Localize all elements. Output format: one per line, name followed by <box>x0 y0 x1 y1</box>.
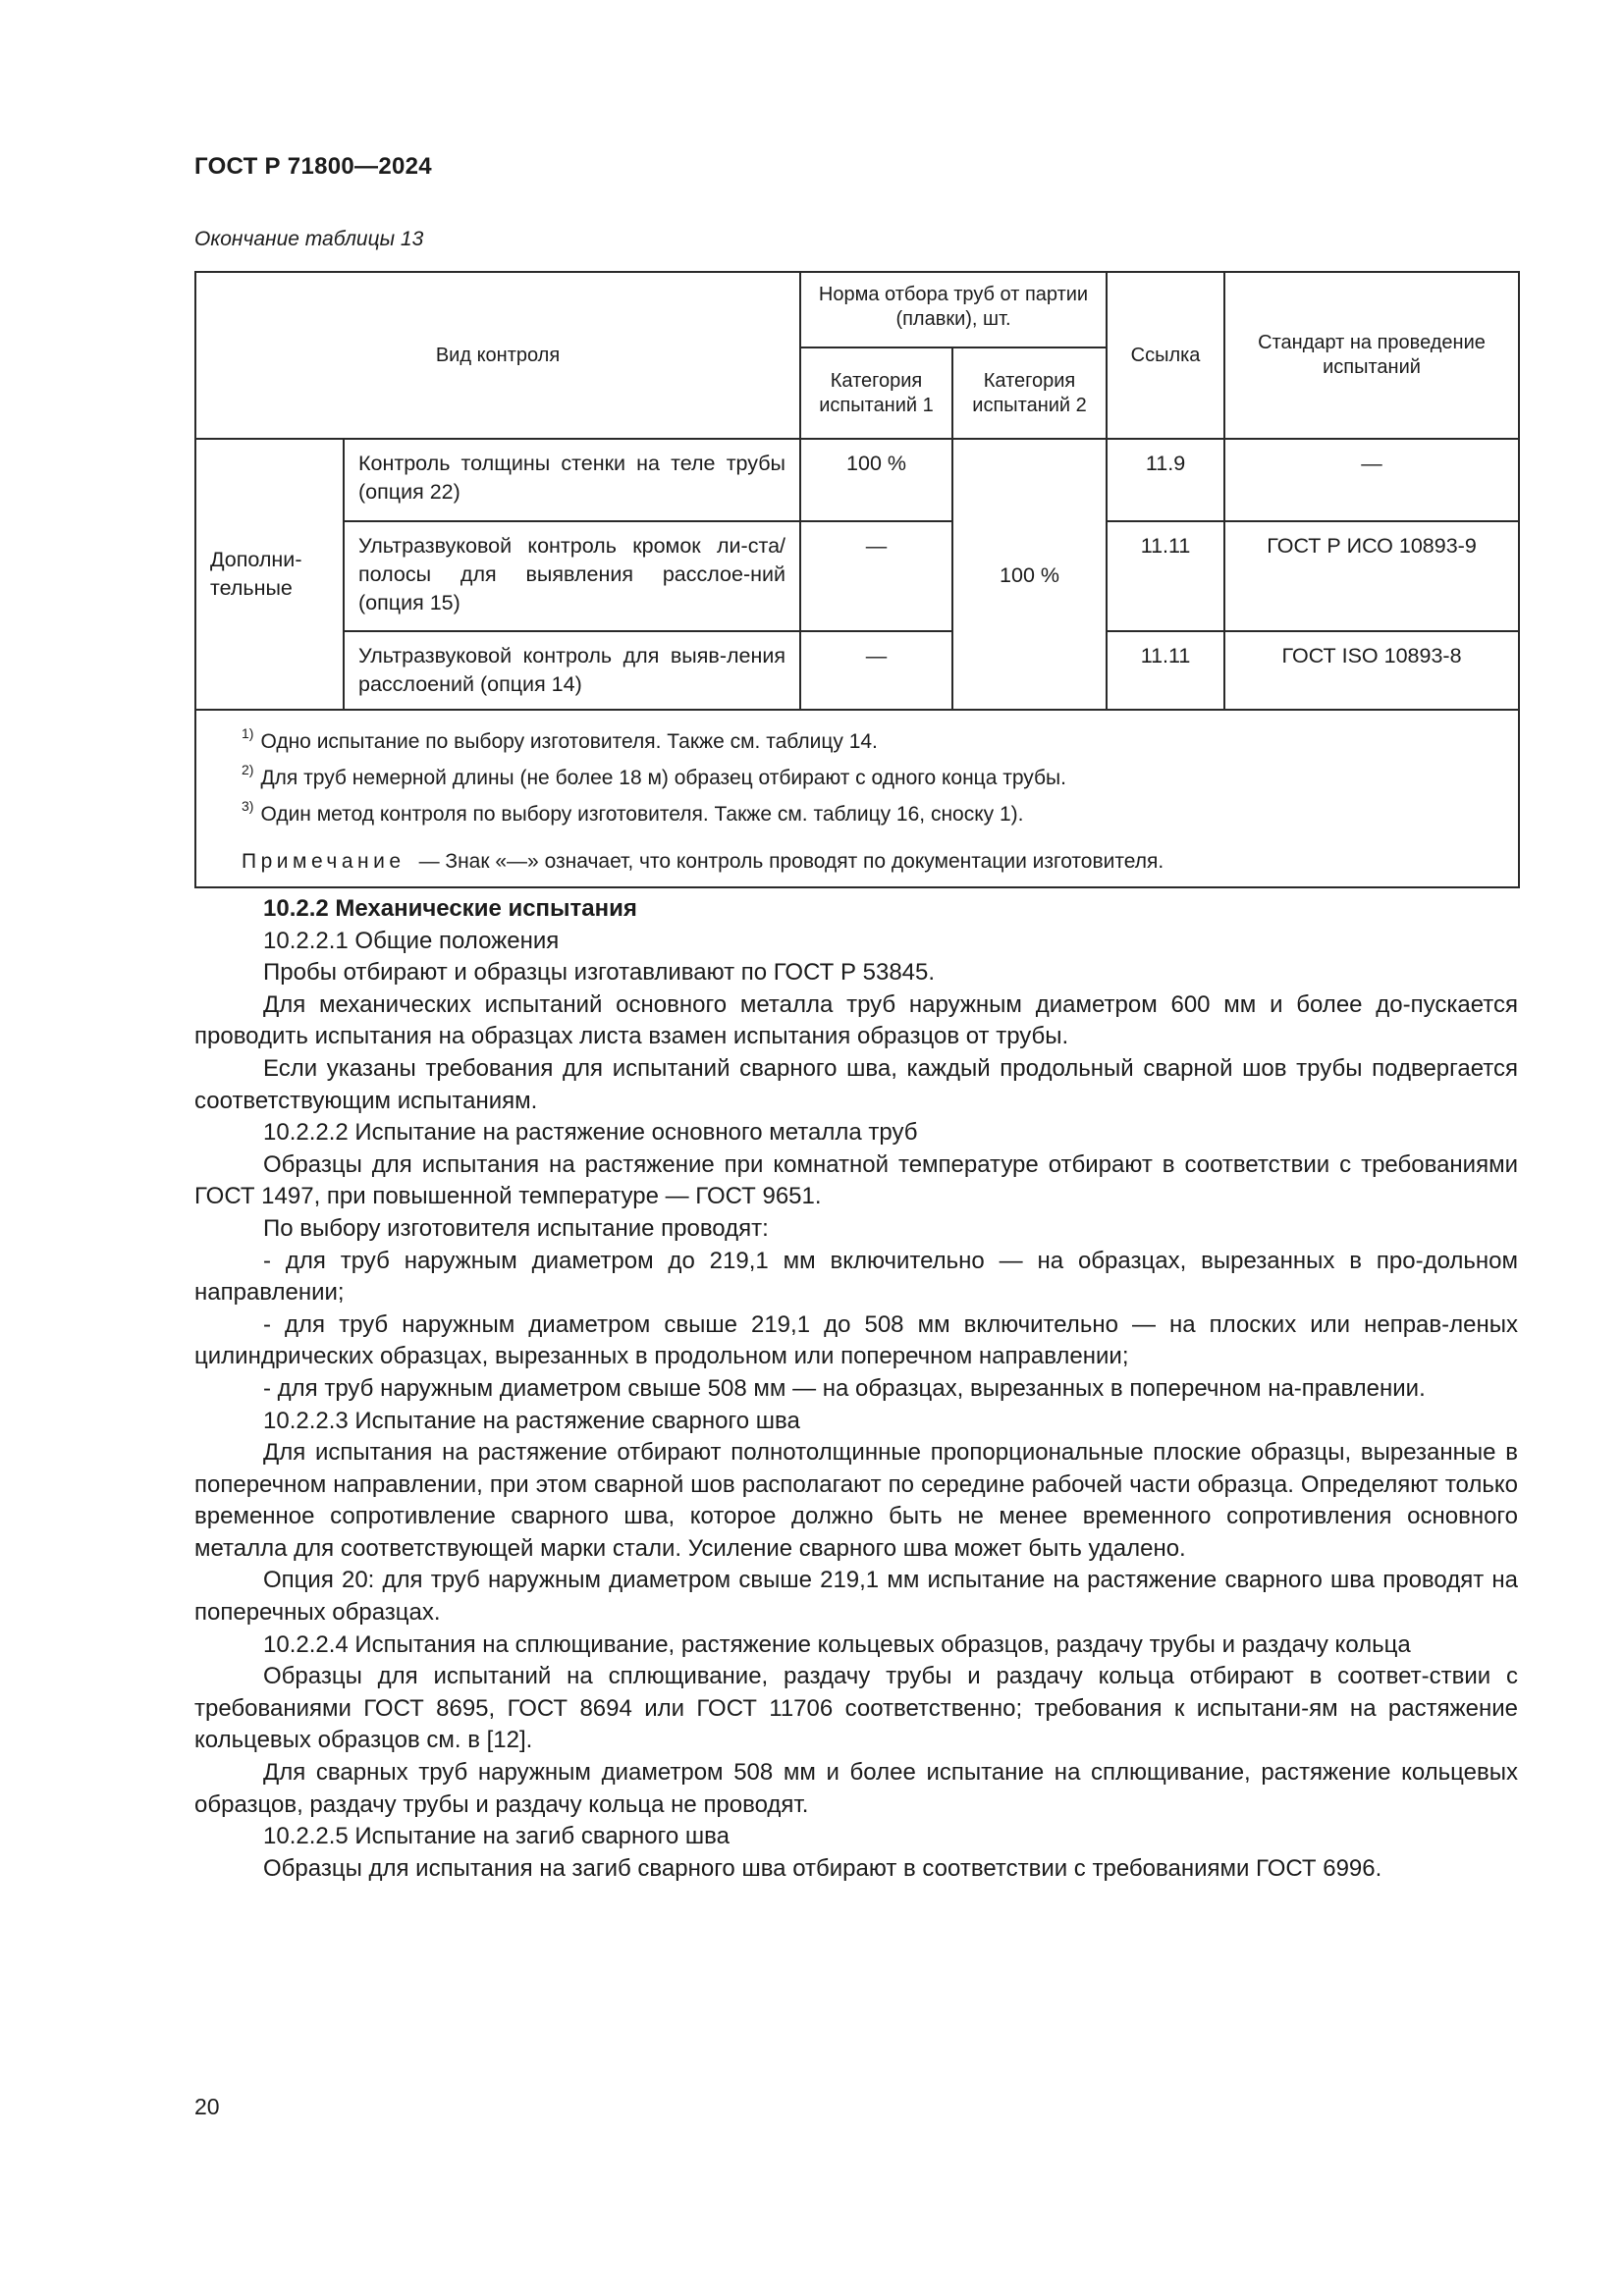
merged-cat2: 100 % <box>952 439 1107 710</box>
subsection-heading: 10.2.2.3 Испытание на растяжение сварного шва <box>263 1407 800 1434</box>
header-norm: Норма отбора труб от партии (плавки), шт. <box>800 272 1107 347</box>
document-header: ГОСТ Р 71800—2024 <box>194 153 432 180</box>
row-cat1: — <box>800 631 952 710</box>
header-cat1: Категория испытаний 1 <box>800 347 952 439</box>
row-cat1: — <box>800 521 952 631</box>
section-heading: 10.2.2 Механические испытания <box>263 895 637 922</box>
footnote: $^{3)}$ Один метод контроля по выбору изготовителя. Также см. таблицу 16, сноску 1). <box>242 798 1024 826</box>
subsection-heading: 10.2.2.4 Испытания на сплющивание, растяжение кольцевых образцов, раздачу трубы и раздачу кольца <box>263 1630 1411 1658</box>
row-standard: — <box>1224 439 1519 521</box>
page-number: 20 <box>194 2094 220 2119</box>
header-standard: Стандарт на проведение испытаний <box>1224 272 1519 439</box>
paragraph: Образцы для испытания на загиб сварного шва отбирают в соответствии с требованиями ГОСТ 6996. <box>263 1854 1382 1882</box>
row-ref: 11.11 <box>1107 521 1224 631</box>
row-standard: ГОСТ Р ИСО 10893-9 <box>1224 521 1519 631</box>
row-standard: ГОСТ ISO 10893-8 <box>1224 631 1519 710</box>
paragraph: Образцы для испытания на растяжение при комнатной температуре отбирают в соответствии с требованиями ГОСТ 1497, при повышенной температуре — ГОСТ 9651. <box>194 1150 1518 1210</box>
table-note <box>242 846 1504 877</box>
footnote: $^{2)}$ Для труб немерной длины (не более 18 м) образец отбирают с одного конца трубы. <box>242 762 1066 789</box>
group-label: Дополни-тельные <box>195 439 344 710</box>
header-kind: Вид контроля <box>195 272 800 439</box>
table-row <box>195 439 1519 521</box>
list-item: - для труб наружным диаметром свыше 508 мм — на образцах, вырезанных в поперечном на-правлении. <box>263 1374 1426 1402</box>
note-label: Примечание <box>242 850 406 873</box>
row-kind: Ультразвуковой контроль кромок ли-ста/полосы для выявления расслое-ний (опция 15) <box>344 521 800 631</box>
subsection-heading: 10.2.2.1 Общие положения <box>263 927 560 954</box>
row-ref: 11.11 <box>1107 631 1224 710</box>
paragraph: По выбору изготовителя испытание проводят: <box>263 1214 769 1242</box>
paragraph: Для испытания на растяжение отбирают полнотолщинные пропорциональные плоские образцы, вырезанные в поперечном направлении, при этом сварной шов располагают по середине рабочей части образца. Определяют только временное сопротивление сварного шва, которое должно быть не менее временного сопротивления основного металла для соответствующей марки стали. Усиление сварного шва может быть удалено. <box>194 1439 1518 1562</box>
row-ref: 11.9 <box>1107 439 1224 521</box>
row-kind: Контроль толщины стенки на теле трубы (опция 22) <box>344 439 800 521</box>
paragraph: Опция 20: для труб наружным диаметром свыше 219,1 мм испытание на растяжение сварного шва проводят на поперечных образцах. <box>194 1567 1518 1627</box>
inspection-table <box>194 271 1520 888</box>
paragraph: Для сварных труб наружным диаметром 508 мм и более испытание на сплющивание, растяжение кольцевых образцов, раздачу трубы и раздачу кольца не проводят. <box>194 1759 1518 1818</box>
list-item: - для труб наружным диаметром до 219,1 мм включительно — на образцах, вырезанных в про-дольном направлении; <box>194 1247 1518 1307</box>
footnote: $^{1)}$ Одно испытание по выбору изготовителя. Также см. таблицу 14. <box>242 725 878 753</box>
subsection-heading: 10.2.2.2 Испытание на растяжение основного металла труб <box>263 1119 918 1147</box>
table-notes <box>195 710 1519 887</box>
table-row <box>195 521 1519 631</box>
list-item: - для труб наружным диаметром свыше 219,1 до 508 мм включительно — на плоских или неправ-леных цилиндрических образцах, вырезанных в продольном или поперечном направлении; <box>194 1310 1518 1370</box>
header-ref: Ссылка <box>1107 272 1224 439</box>
row-cat1: 100 % <box>800 439 952 521</box>
body-text <box>194 893 1518 1885</box>
row-kind: Ультразвуковой контроль для выяв-ления расслоений (опция 14) <box>344 631 800 710</box>
table-caption: Окончание таблицы 13 <box>194 228 424 250</box>
table-row <box>195 631 1519 710</box>
paragraph: Если указаны требования для испытаний сварного шва, каждый продольный сварной шов трубы подвергается соответствующим испытаниям. <box>194 1054 1518 1114</box>
paragraph: Пробы отбирают и образцы изготавливают по ГОСТ Р 53845. <box>263 959 936 987</box>
note-text: — Знак «—» означает, что контроль проводят по документации изготовителя. <box>418 850 1164 873</box>
paragraph: Для механических испытаний основного металла труб наружным диаметром 600 мм и более до-пускается проводить испытания на образцах листа взамен испытания образцов от трубы. <box>194 990 1518 1050</box>
subsection-heading: 10.2.2.5 Испытание на загиб сварного шва <box>263 1823 730 1850</box>
header-cat2: Категория испытаний 2 <box>952 347 1107 439</box>
paragraph: Образцы для испытаний на сплющивание, раздачу трубы и раздачу кольца отбирают в соответ-ствии с требованиями ГОСТ 8695, ГОСТ 8694 или ГОСТ 11706 соответственно; требования к испытани-ям на растяжение кольцевых образцов см. в [12]. <box>194 1663 1518 1754</box>
